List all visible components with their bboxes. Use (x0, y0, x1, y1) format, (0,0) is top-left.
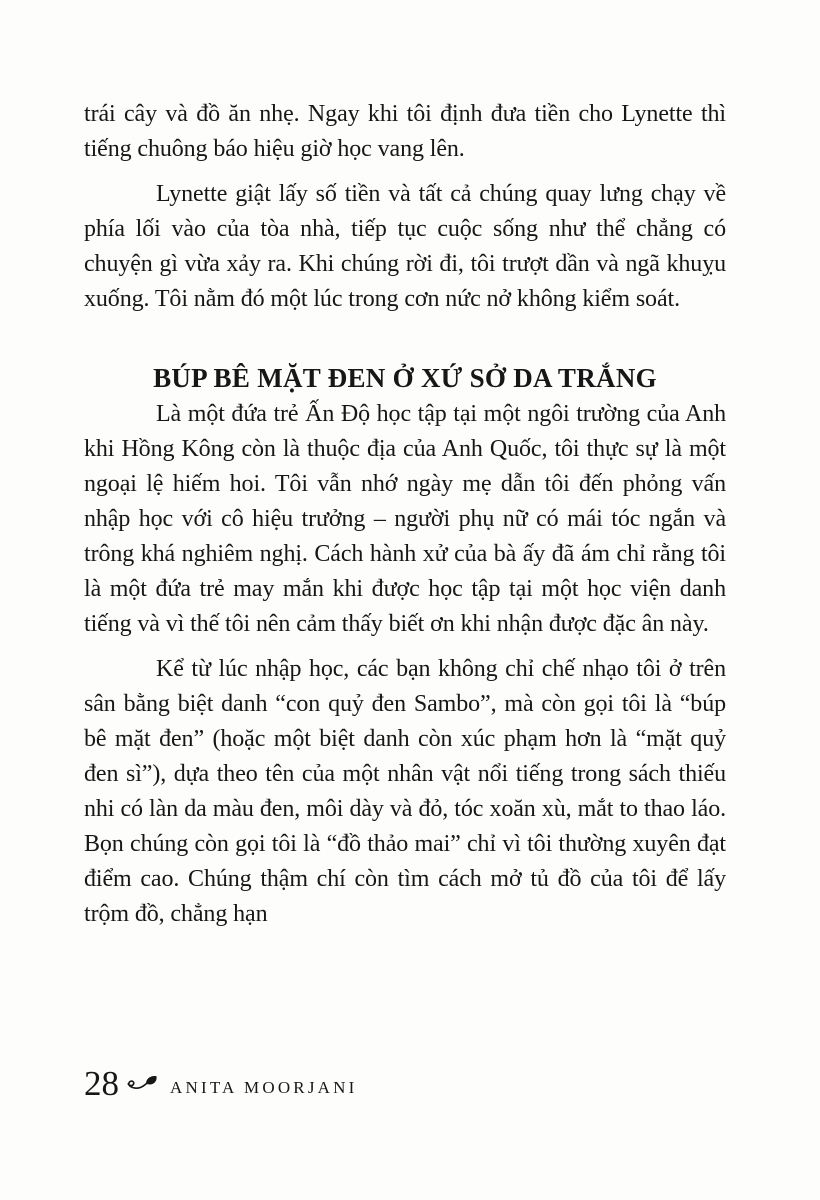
page-text-block (84, 97, 726, 942)
body-paragraph: Lynette giật lấy số tiền và tất cả chúng quay lưng chạy về phía lối vào của tòa nhà, tiếp tục cuộc sống như thể chẳng có chuyện gì vừa xảy ra. Khi chúng rời đi, tôi trượt dần và ngã khuỵu xuống. Tôi nằm đó một lúc trong cơn nức nở không kiểm soát. (84, 181, 726, 312)
section-heading: BÚP BÊ MẶT ĐEN Ở XỨ SỞ DA TRẮNG (153, 363, 657, 393)
page-number: 28 (84, 1064, 119, 1103)
page-footer (84, 1066, 357, 1101)
footer-author-name: ANITA MOORJANI (170, 1078, 358, 1097)
body-paragraph: trái cây và đồ ăn nhẹ. Ngay khi tôi định đưa tiền cho Lynette thì tiếng chuông báo hiệu giờ học vang lên. (84, 101, 726, 162)
body-paragraph: Là một đứa trẻ Ấn Độ học tập tại một ngôi trường của Anh khi Hồng Kông còn là thuộc địa của Anh Quốc, tôi thực sự là một ngoại lệ hiếm hoi. Tôi vẫn nhớ ngày mẹ dẫn tôi đến phỏng vấn nhập học với cô hiệu trưởng – người phụ nữ có mái tóc ngắn và trông khá nghiêm nghị. Cách hành xử của bà ấy đã ám chỉ rằng tôi là một đứa trẻ may mắn khi được học tập tại một học viện danh tiếng và vì thế tôi nên cảm thấy biết ơn khi nhận được đặc ân này. (84, 401, 726, 637)
body-paragraph: Kể từ lúc nhập học, các bạn không chỉ chế nhạo tôi ở trên sân bằng biệt danh “con quỷ đen Sambo”, mà còn gọi tôi là “búp bê mặt đen” (hoặc một biệt danh còn xúc phạm hơn là “mặt quỷ đen sì”), dựa theo tên của một nhân vật nổi tiếng trong sách thiếu nhi có làn da màu đen, môi dày và đỏ, tóc xoăn xù, mắt to thao láo. Bọn chúng còn gọi tôi là “đồ thảo mai” chỉ vì tôi thường xuyên đạt điểm cao. Chúng thậm chí còn tìm cách mở tủ đồ của tôi để lấy trộm đồ, chẳng hạn (84, 656, 726, 927)
fleuron-ornament-icon (126, 1074, 158, 1098)
